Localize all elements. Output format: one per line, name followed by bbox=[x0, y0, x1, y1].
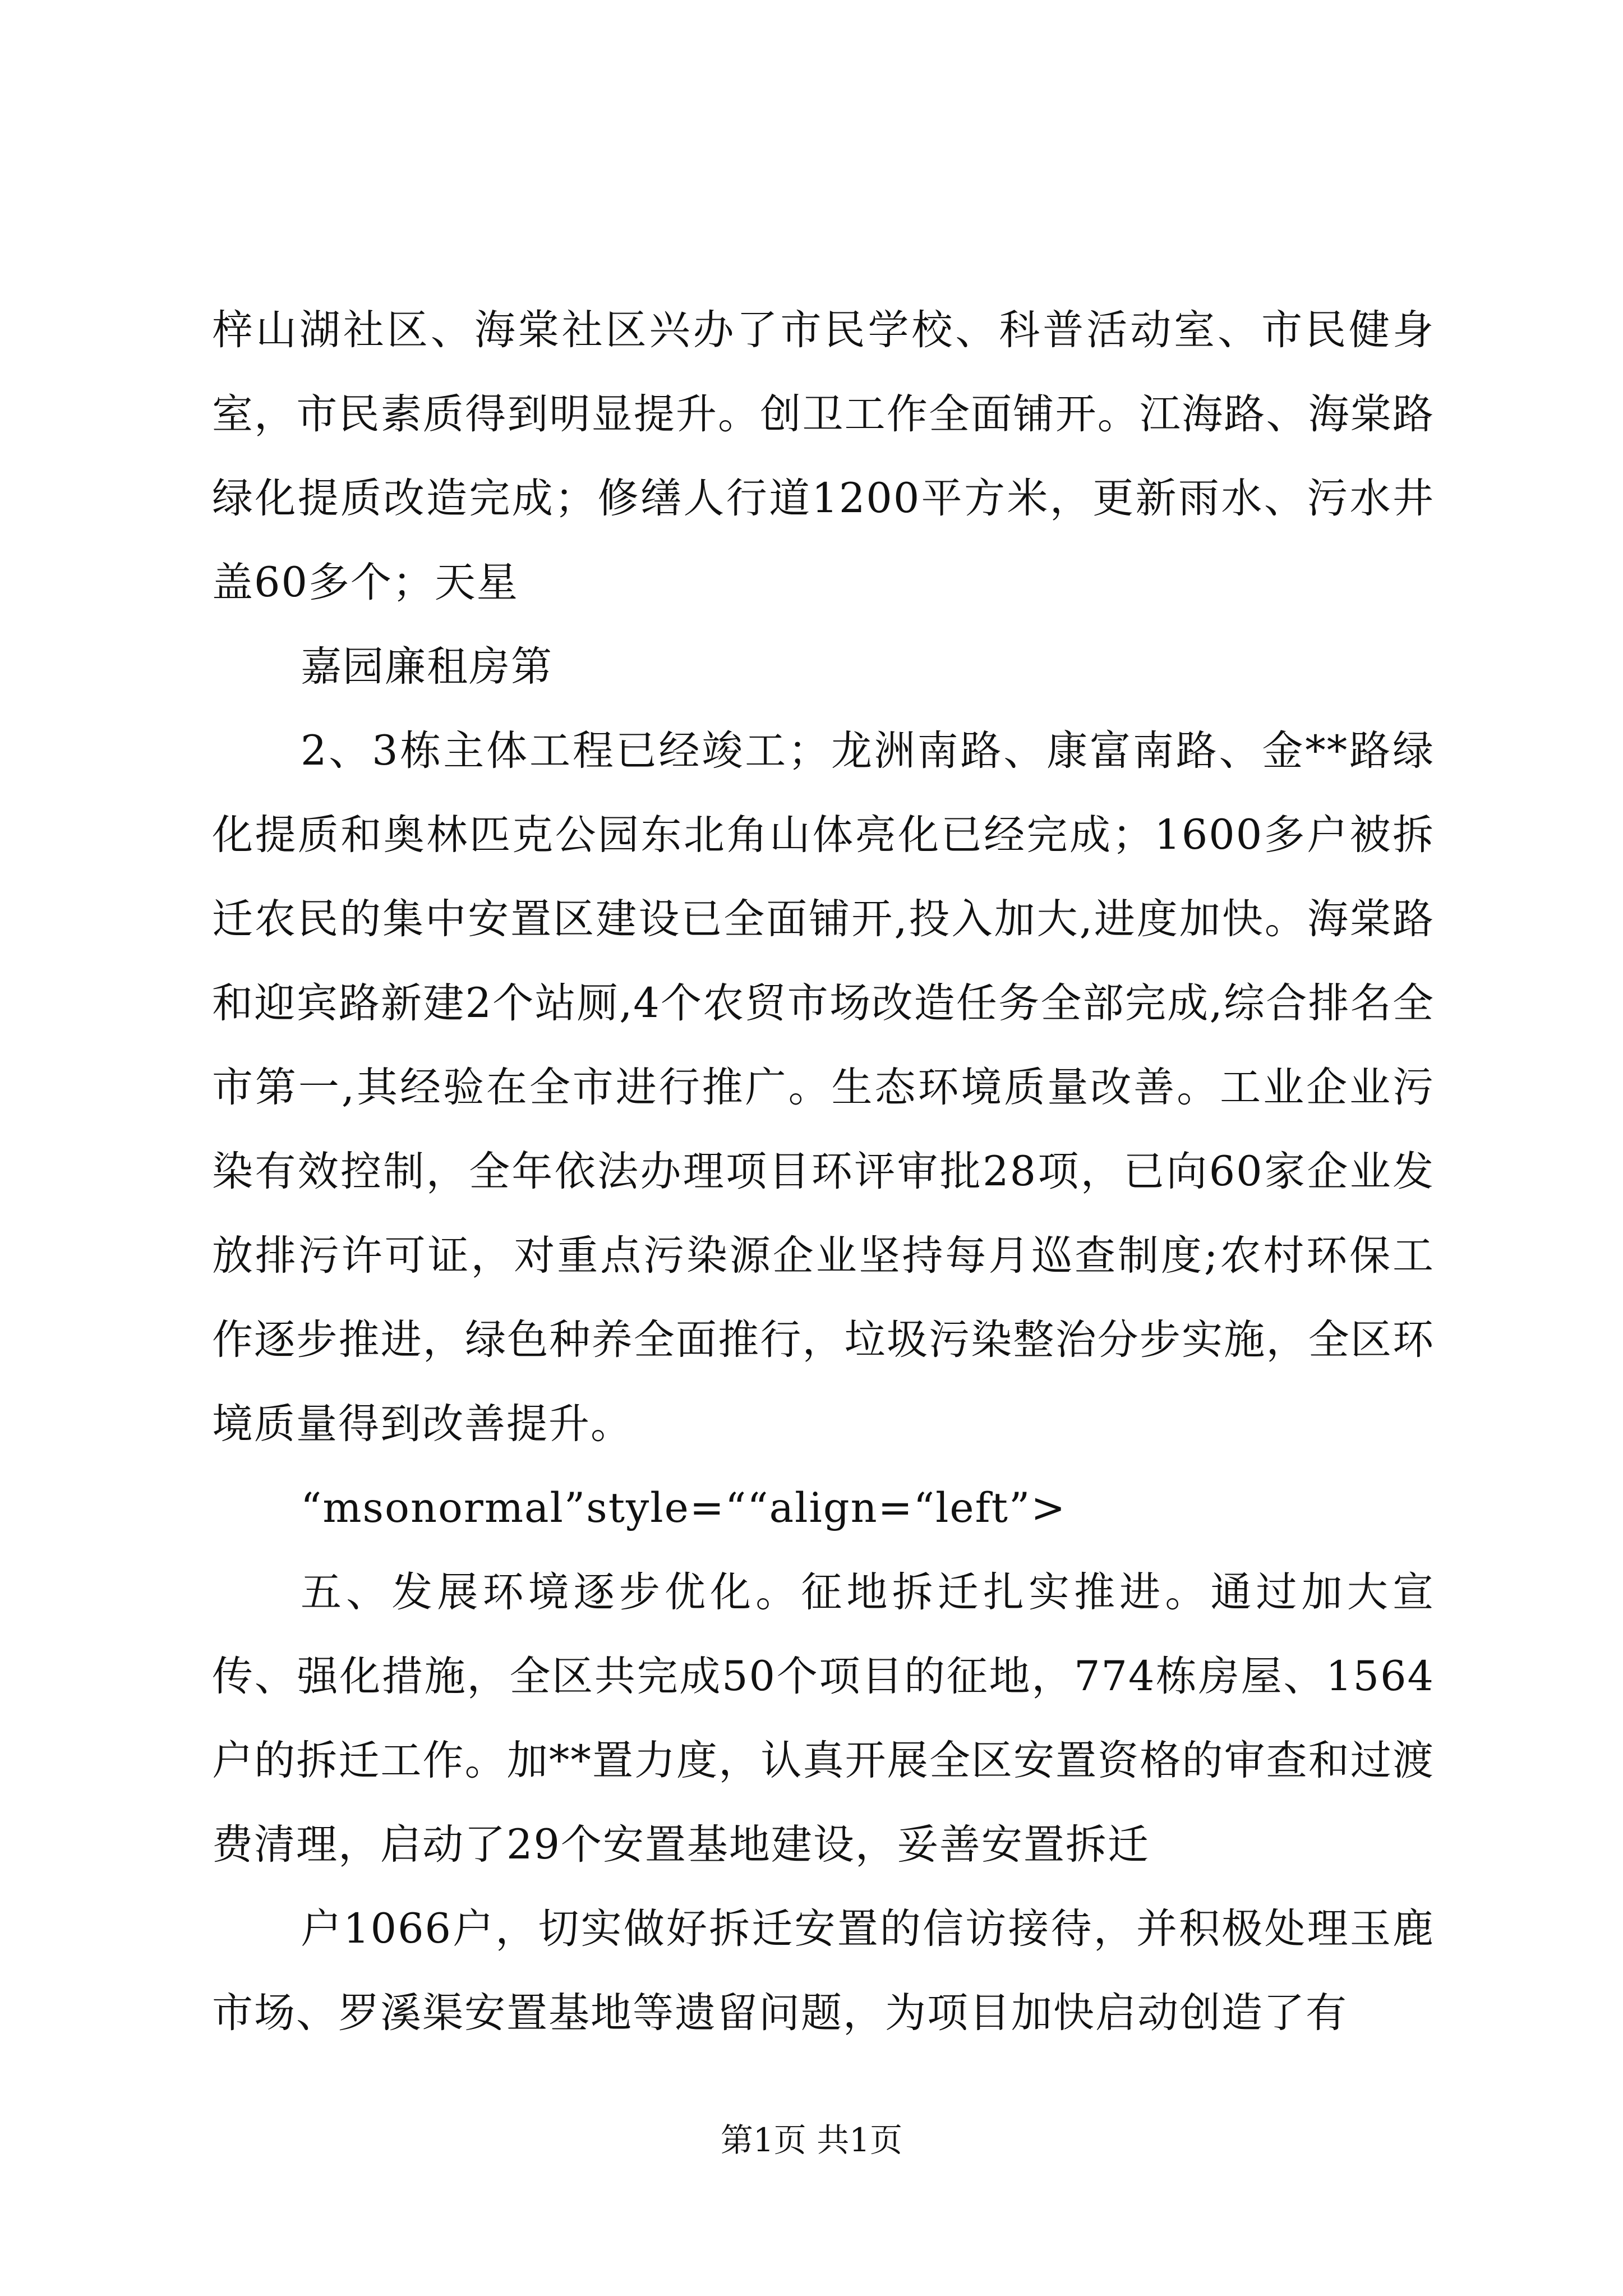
paragraph: 嘉园廉租房第 bbox=[301, 643, 553, 691]
paragraph: 2、3栋主体工程已经竣工；龙洲南路、康富南路、金**路绿化提质和奥林匹克公园东北角山体亮化已经完成；1600多户被拆迁农民的集中安置区建设已全面铺开,投入加大,进度加快。海棠路和迎宾路新建2个站厕,4个农贸市场改造任务全部完成,综合排名全市第一,其经验在全市进行推广。生态环境质量改善。工业企业污染有效控制，全年依法办理项目环评审批28项，已向60家企业发放排污许可证，对重点污染源企业坚持每月巡查制度;农村环保工作逐步推进，绿色种养全面推行，垃圾污染整治分步实施，全区环境质量得到改善提升。 bbox=[212, 727, 1435, 1448]
paragraph: “msonormal”style=““align=“left”> bbox=[301, 1484, 1067, 1532]
page-footer: 第1页 共1页 bbox=[720, 2121, 903, 2159]
paragraph: 户1066户，切实做好拆迁安置的信访接待，并积极处理玉鹿市场、罗溪渠安置基地等遗留问题，为项目加快启动创造了有 bbox=[212, 1905, 1435, 2037]
document-body bbox=[212, 288, 1435, 2055]
paragraph: 五、发展环境逐步优化。征地拆迁扎实推进。通过加大宣传、强化措施，全区共完成50个项目的征地，774栋房屋、1564户的拆迁工作。加**置力度，认真开展全区安置资格的审查和过渡费清理，启动了29个安置基地建设，妥善安置拆迁 bbox=[212, 1568, 1435, 1869]
paragraph: 梓山湖社区、海棠社区兴办了市民学校、科普活动室、市民健身室，市民素质得到明显提升。创卫工作全面铺开。江海路、海棠路绿化提质改造完成；修缮人行道1200平方米，更新雨水、污水井盖60多个；天星 bbox=[212, 306, 1435, 606]
